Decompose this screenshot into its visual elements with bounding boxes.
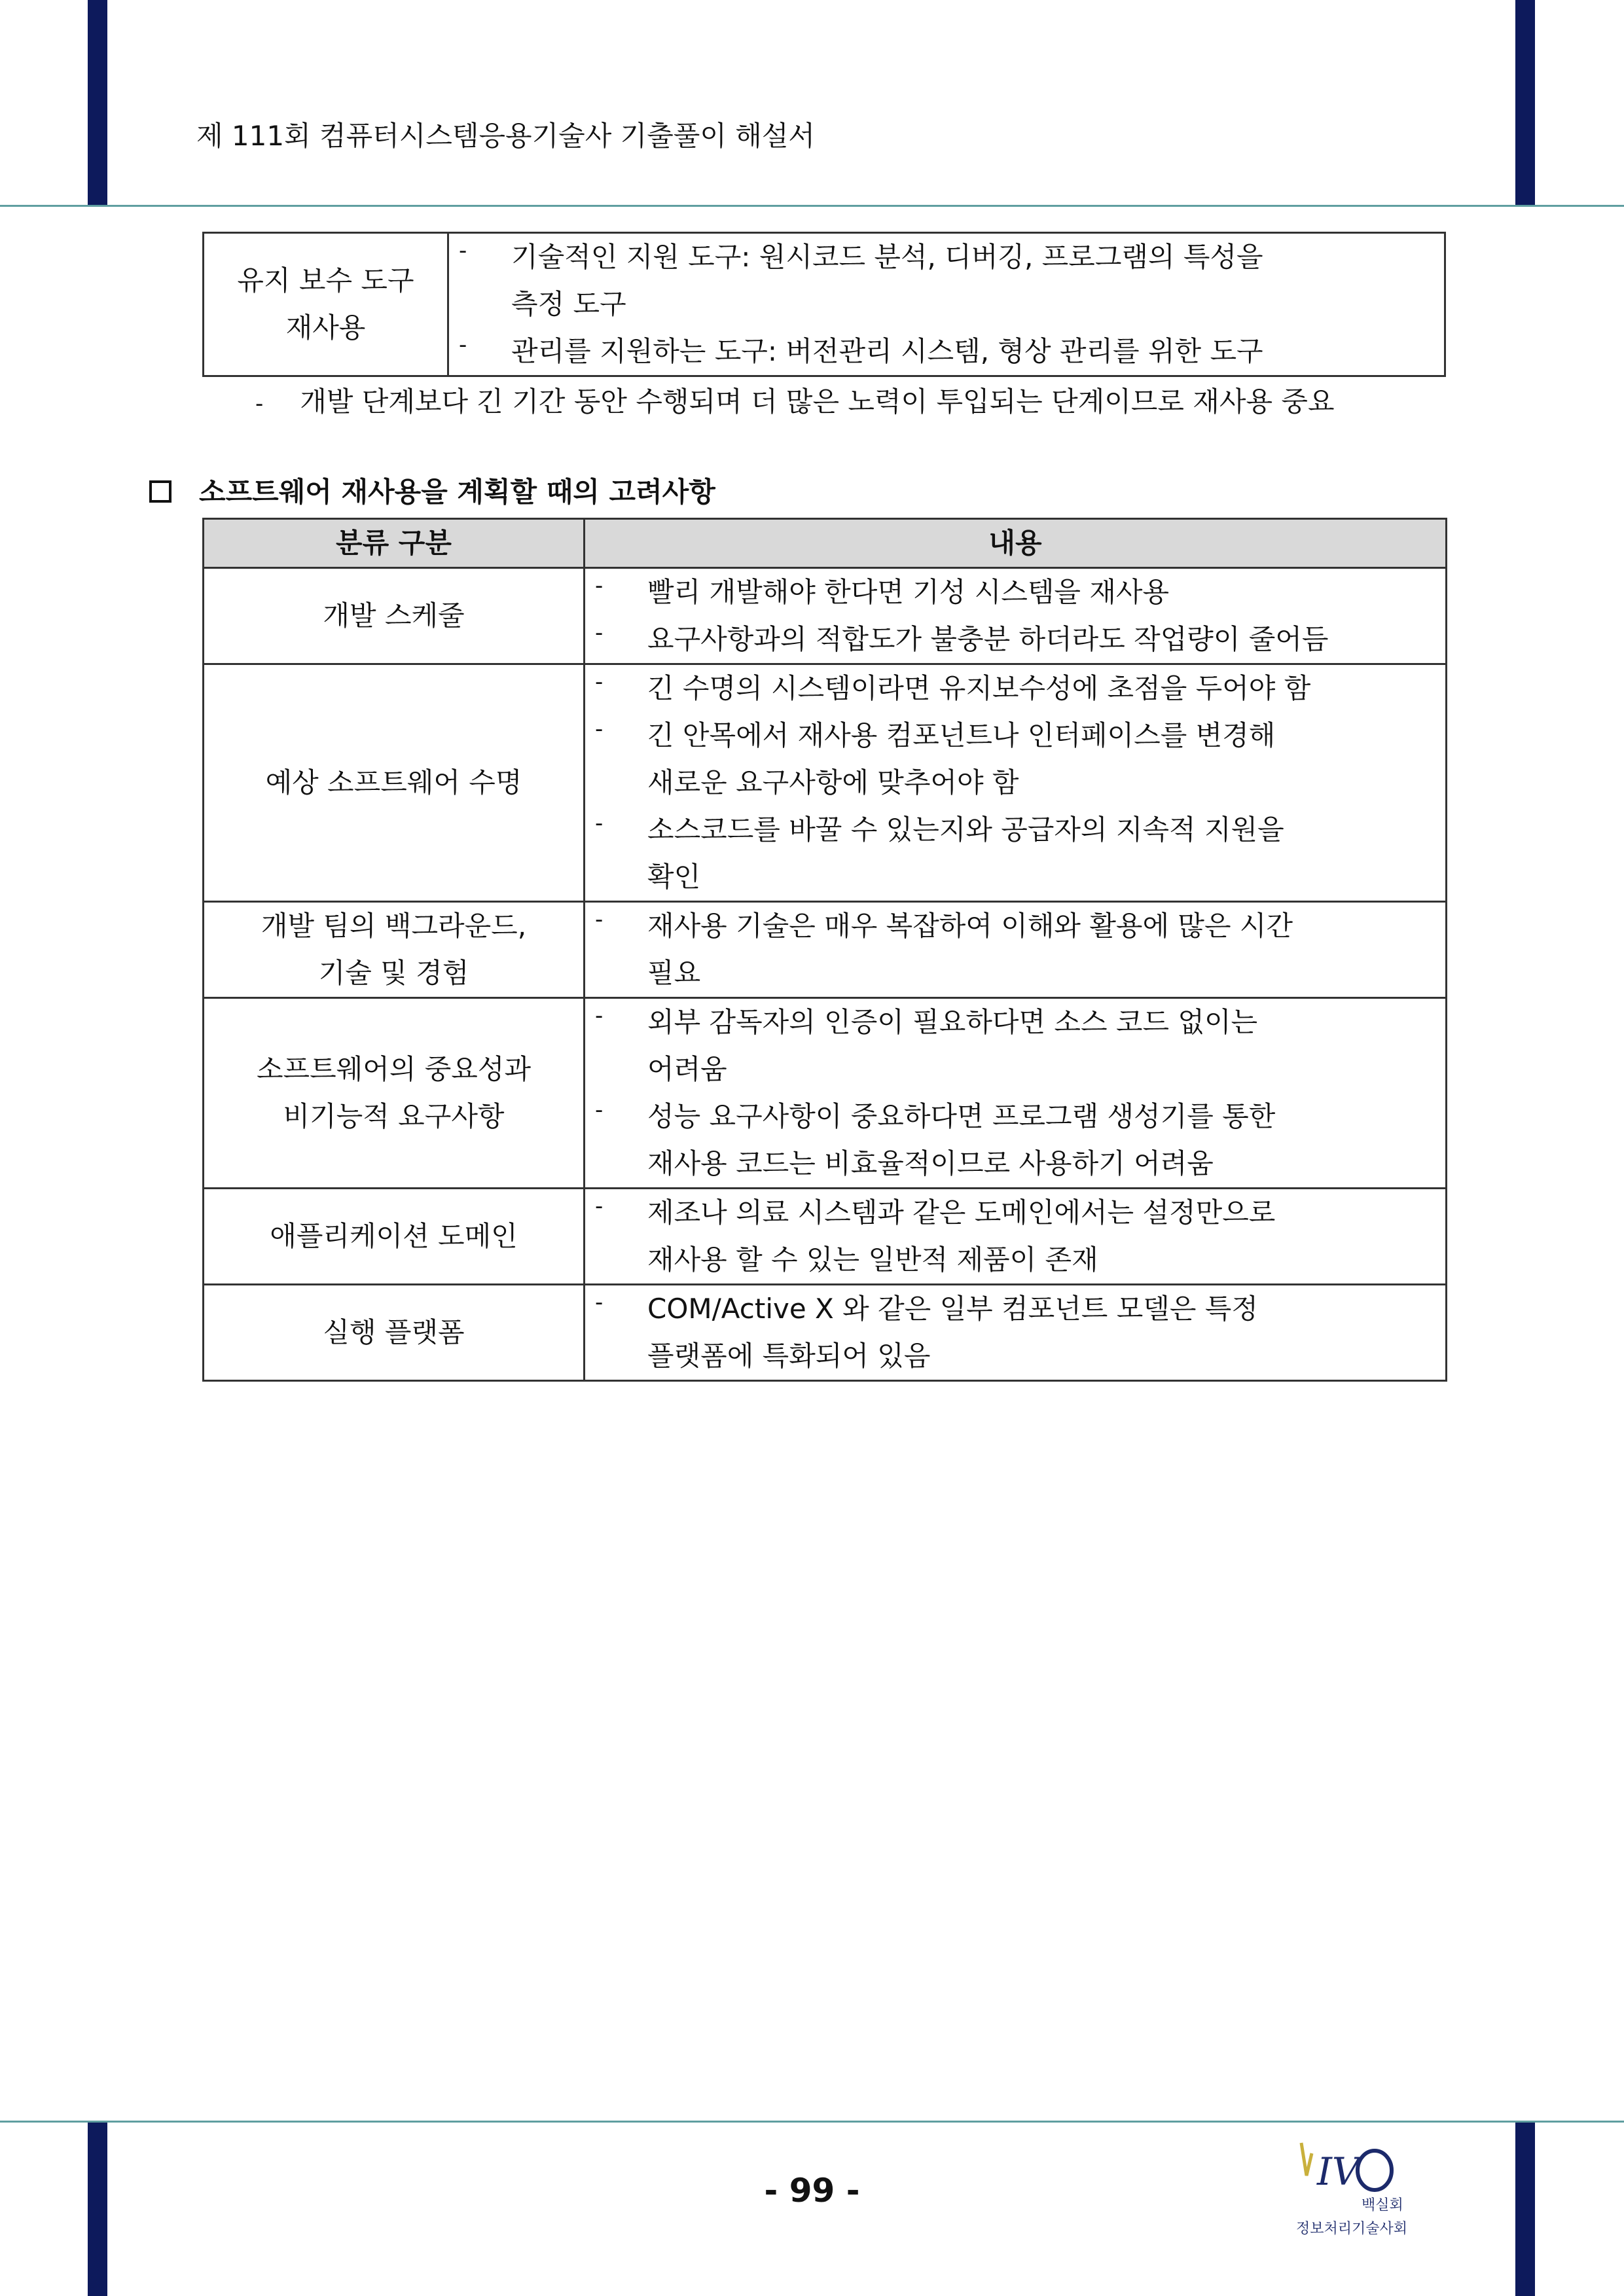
left-top-bar	[88, 0, 107, 206]
item-line: 요구사항과의 적합도가 불충분 하더라도 작업량이 줄어듬	[647, 623, 1329, 655]
label-line: 유지 보수 도구	[237, 264, 414, 296]
dash-bullet: -	[595, 573, 604, 599]
label-line: 재사용	[285, 312, 366, 344]
list-item	[459, 234, 1430, 328]
category-cell	[204, 1189, 585, 1285]
right-top-bar	[1515, 0, 1535, 206]
table-row	[204, 1189, 1447, 1285]
item-line: 빨리 개발해야 한다면 기성 시스템을 재사용	[647, 576, 1170, 608]
list-item	[595, 1189, 1431, 1283]
item-line: 필요	[647, 957, 701, 989]
logo-line: 백실회	[1362, 2197, 1403, 2214]
association-logo	[1283, 2142, 1414, 2246]
category-line: 소프트웨어의 중요성과	[256, 1053, 532, 1085]
category-cell	[204, 568, 585, 664]
dash-bullet: -	[595, 906, 604, 933]
page-number: - 99 -	[764, 2172, 860, 2210]
item-line: 외부 감독자의 인증이 필요하다면 소스 코드 없이는	[647, 1006, 1258, 1038]
category-cell	[204, 998, 585, 1189]
item-line: 플랫폼에 특화되어 있음	[647, 1340, 931, 1372]
list-item	[595, 903, 1431, 997]
dash-bullet: -	[595, 620, 604, 646]
table-row	[204, 664, 1447, 902]
table-row	[204, 568, 1447, 664]
checkbox-bullet-icon	[149, 480, 171, 503]
content-cell	[585, 1189, 1447, 1285]
content-cell	[585, 568, 1447, 664]
note-line	[255, 378, 1335, 427]
table-row	[204, 998, 1447, 1189]
dash-bullet: -	[595, 669, 604, 695]
content-cell	[585, 1285, 1447, 1381]
header-rule	[0, 205, 1624, 207]
item-line: 소스코드를 바꿀 수 있는지와 공급자의 지속적 지원을	[647, 814, 1284, 846]
list-item	[595, 712, 1431, 806]
dash-bullet: -	[595, 1003, 604, 1029]
table-row	[204, 1285, 1447, 1381]
category-line: 애플리케이션 도메인	[270, 1220, 518, 1252]
category-cell	[204, 1285, 585, 1381]
category-line: 개발 스케줄	[323, 600, 465, 632]
item-line: 확인	[647, 861, 701, 893]
content-cell	[585, 664, 1447, 902]
dash-bullet: -	[595, 1097, 604, 1123]
item-line: 긴 안목에서 재사용 컴포넌트나 인터페이스를 변경해	[647, 719, 1276, 751]
header-title: 제 111회 컴퓨터시스템응용기술사 기출풀이 해설서	[196, 120, 816, 152]
category-line: 예상 소프트웨어 수명	[265, 766, 522, 798]
list-item	[595, 665, 1431, 712]
footer-rule	[0, 2121, 1624, 2123]
item-line: 재사용 코드는 비효율적이므로 사용하기 어려움	[647, 1147, 1214, 1179]
category-line: 실행 플랫폼	[323, 1316, 465, 1348]
svg-text:IV: IV	[1317, 2149, 1360, 2194]
item-line: COM/Active X 와 같은 일부 컴포넌트 모델은 특정	[647, 1293, 1258, 1325]
category-cell	[204, 902, 585, 998]
list-item	[595, 806, 1431, 901]
maintenance-tool-label	[204, 233, 448, 376]
header-cell-category: 분류 구분	[204, 519, 585, 568]
dash-bullet: -	[459, 238, 467, 264]
category-line: 기술 및 경험	[318, 957, 469, 989]
dash-bullet: -	[595, 1289, 604, 1316]
section-title: 소프트웨어 재사용을 계획할 때의 고려사항	[199, 476, 715, 508]
item-line: 측정 도구	[511, 288, 626, 320]
item-line: 새로운 요구사항에 맞추어야 함	[647, 766, 1019, 798]
item-line: 재사용 기술은 매우 복잡하여 이해와 활용에 많은 시간	[647, 910, 1293, 942]
list-item	[595, 1093, 1431, 1187]
maintenance-tool-table	[202, 232, 1446, 377]
list-item	[595, 616, 1431, 663]
category-line: 개발 팀의 백그라운드,	[261, 910, 527, 942]
item-line: 재사용 할 수 있는 일반적 제품이 존재	[647, 1244, 1098, 1276]
table-row	[204, 902, 1447, 998]
content-cell	[585, 902, 1447, 998]
dash-bullet: -	[595, 1193, 604, 1219]
item-line: 제조나 의료 시스템과 같은 도메인에서는 설정만으로	[647, 1196, 1276, 1229]
header-cell-content: 내용	[585, 519, 1447, 568]
category-cell	[204, 664, 585, 902]
maintenance-tool-content	[448, 233, 1445, 376]
item-line: 관리를 지원하는 도구: 버전관리 시스템, 형상 관리를 위한 도구	[511, 335, 1263, 367]
dash-bullet: -	[255, 391, 264, 417]
list-item	[459, 328, 1430, 375]
content-cell	[585, 998, 1447, 1189]
item-line: 기술적인 지원 도구: 원시코드 분석, 디버깅, 프로그램의 특성을	[511, 241, 1263, 273]
category-line: 비기능적 요구사항	[283, 1100, 505, 1132]
reuse-considerations-table	[202, 518, 1447, 1382]
logo-line: 정보처리기술사회	[1296, 2221, 1408, 2237]
list-item	[595, 999, 1431, 1093]
item-line: 어려움	[647, 1053, 727, 1085]
item-line: 성능 요구사항이 중요하다면 프로그램 생성기를 통한	[647, 1100, 1276, 1132]
dash-bullet: -	[595, 716, 604, 742]
list-item	[595, 569, 1431, 616]
list-item	[595, 1285, 1431, 1380]
dash-bullet: -	[459, 332, 467, 358]
note-text: 개발 단계보다 긴 기간 동안 수행되며 더 많은 노력이 투입되는 단계이므로 재사용 중요	[300, 386, 1335, 418]
item-line: 긴 수명의 시스템이라면 유지보수성에 초점을 두어야 함	[647, 672, 1311, 704]
dash-bullet: -	[595, 810, 604, 836]
section-heading	[149, 473, 715, 512]
